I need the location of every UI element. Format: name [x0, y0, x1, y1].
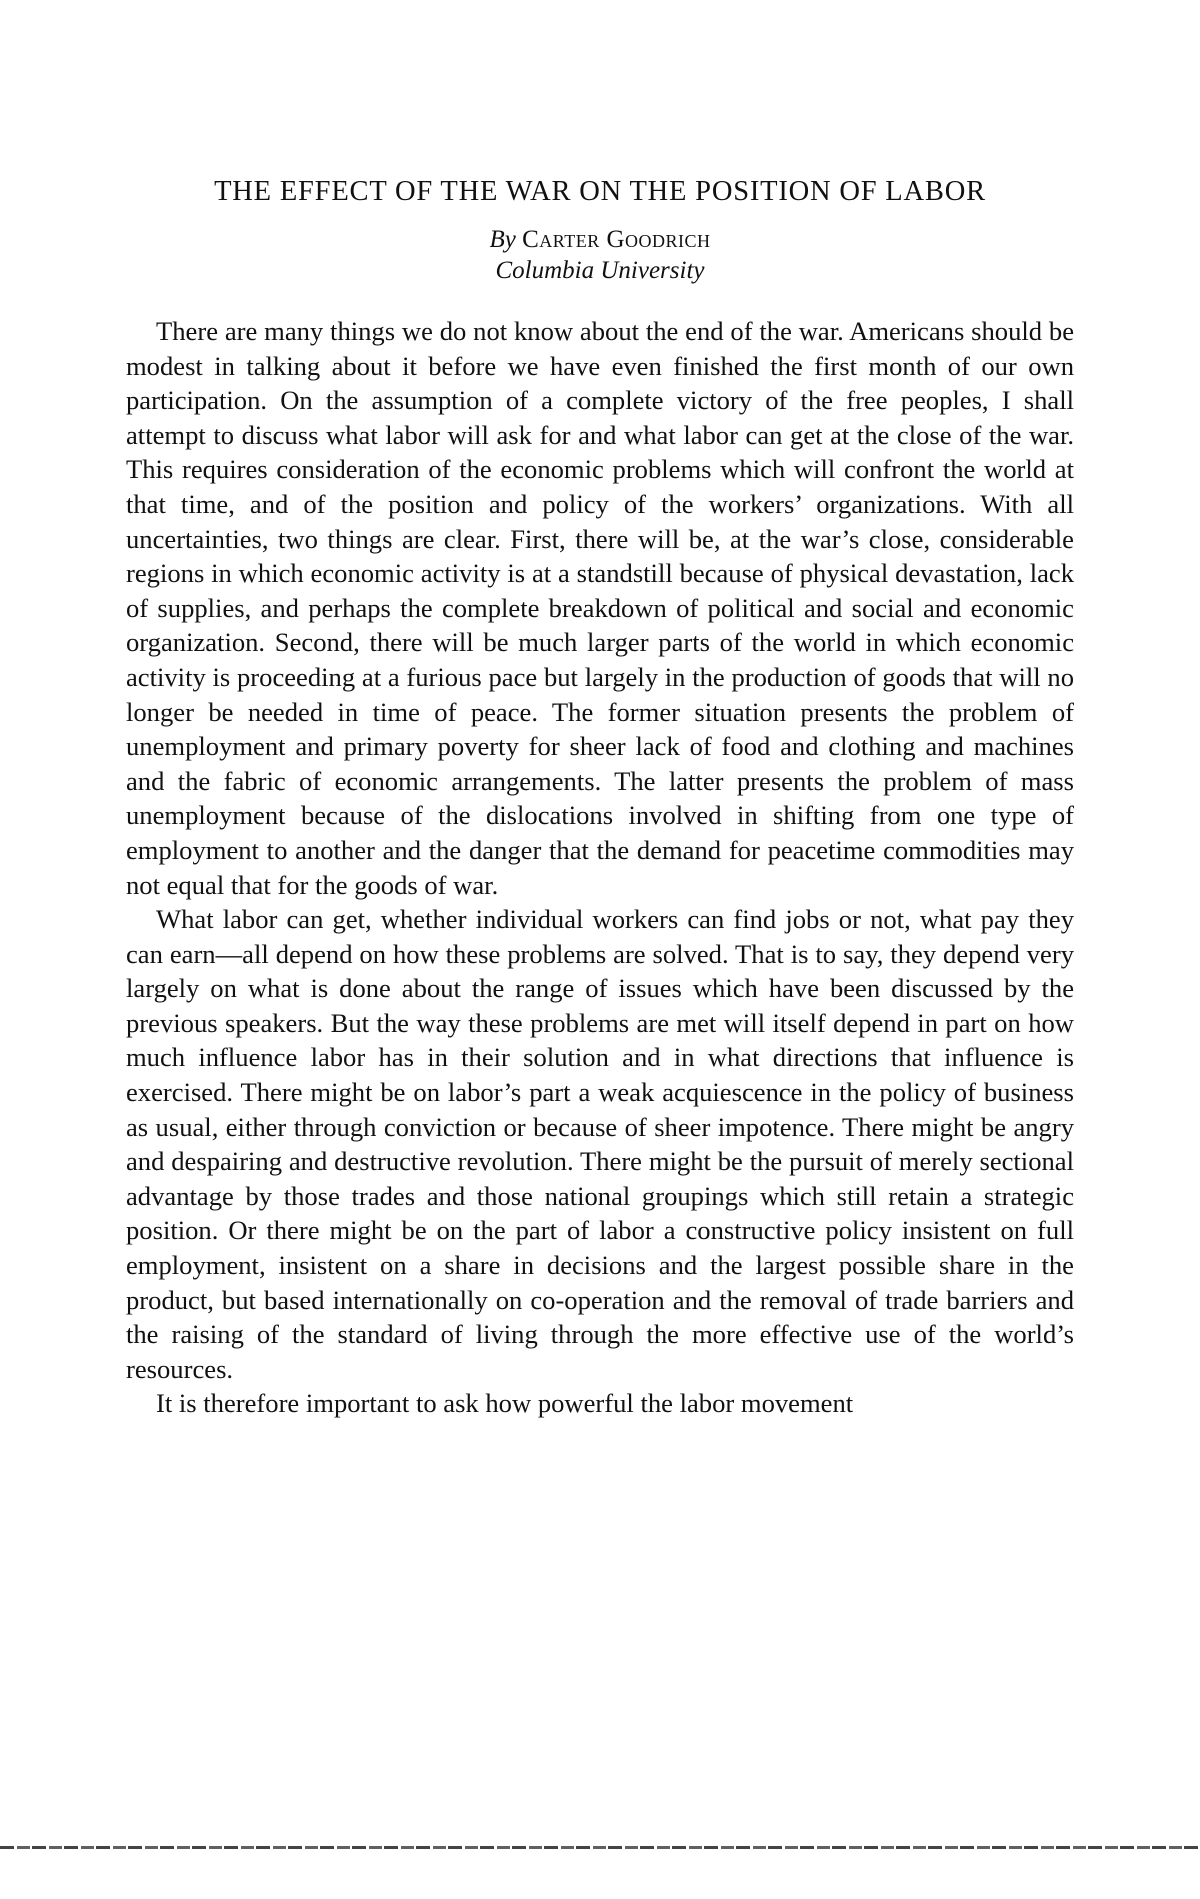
paragraph: There are many things we do not know about the end of the war. Americans should be modest in talking about it before we have even finished the first month of our own participation. On the assumption of a complete victory of the free peoples, I shall attempt to discuss what labor will ask for and what labor can get at the close of the war. This requires consideration of the economic problems which will confront the world at that time, and of the position and policy of the workers’ organizations. With all uncertainties, two things are clear. First, there will be, at the war’s close, considerable regions in which economic activity is at a standstill because of physical devastation, lack of supplies, and perhaps the complete breakdown of political and social and economic organization. Second, there will be much larger parts of the world in which economic activity is proceeding at a furious pace but largely in the production of goods that will no longer be needed in time of peace. The former situation presents the problem of unemployment and primary poverty for sheer lack of food and clothing and machines and the fabric of economic arrangements. The latter presents the problem of mass unemployment because of the dislocations involved in shifting from one type of employment to another and the danger that the demand for peacetime commodities may not equal that for the goods of war.	[126, 316, 1074, 900]
article-body	[126, 314, 1074, 1421]
paragraph: It is therefore important to ask how powerful the labor movement	[156, 1388, 854, 1419]
page-bottom-rule	[0, 1846, 1200, 1849]
article-title: THE EFFECT OF THE WAR ON THE POSITION OF LABOR	[214, 176, 986, 207]
paragraph: What labor can get, whether individual workers can find jobs or not, what pay they can earn—all depend on how these problems are solved. That is to say, they depend very largely on what is done about the range of issues which have been discussed by the previous speakers. But the way these problems are met will itself depend in part on how much influence labor has in their solution and in what directions that influence is exercised. There might be on labor’s part a weak acquiescence in the policy of business as usual, either through conviction or because of sheer impotence. There might be angry and despairing and destructive revolution. There might be the pursuit of merely sectional advantage by those trades and those national groupings which still retain a strategic position. Or there might be on the part of labor a constructive policy insistent on full employment, insistent on a share in decisions and the largest possible share in the product, but based internationally on co-operation and the removal of trade barriers and the raising of the standard of living through the more effective use of the world’s resources.	[126, 904, 1074, 1384]
author-affiliation: Columbia University	[495, 257, 705, 284]
byline	[126, 224, 1074, 256]
article	[126, 172, 1074, 1421]
author-name: Carter Goodrich	[522, 226, 711, 253]
byline-prefix: By	[489, 226, 516, 253]
